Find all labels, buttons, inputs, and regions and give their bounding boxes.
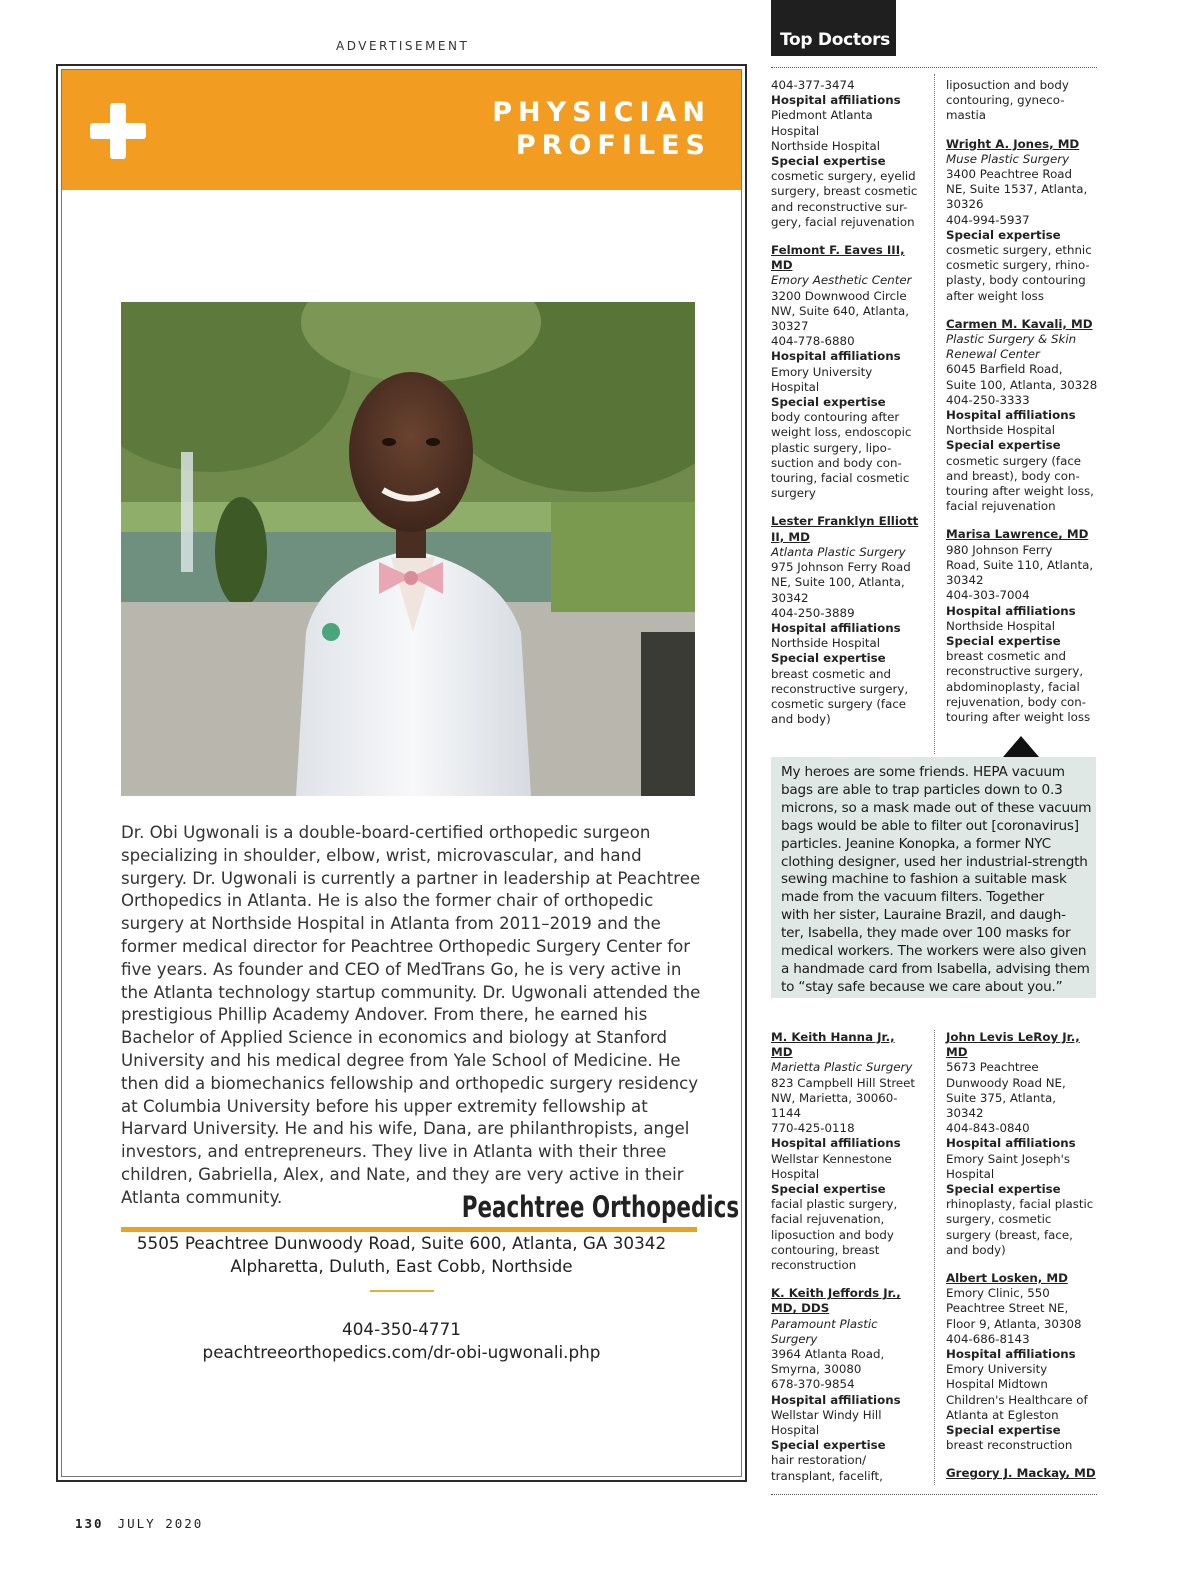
listing-line: 404-250-3889 (771, 605, 855, 620)
ad-header-banner (62, 70, 741, 190)
doctor-listing-name: Felmont F. Eaves III, (771, 243, 905, 258)
listing-gap (946, 1258, 1101, 1271)
listing-line: surgery, breast cosmetic (771, 184, 918, 199)
listing-line: Hospital affiliations (946, 1347, 1076, 1362)
listing-line: weight loss, endoscopic (771, 425, 912, 440)
listing-line: Hospital (771, 1423, 820, 1438)
listing-line: Emory University (771, 364, 873, 379)
quote-line: made from the vacuum filters. Together (781, 889, 1045, 906)
listing-line: Special expertise (771, 1182, 886, 1197)
listing-gap (771, 1273, 931, 1286)
listing-gap (946, 304, 1101, 317)
listing-line: NW, Marietta, 30060- (771, 1090, 898, 1105)
doctor-listing-name: Gregory J. Mackay, MD (946, 1466, 1096, 1481)
listing-line: breast reconstruction (946, 1438, 1073, 1453)
listing-line: Surgery (771, 1331, 818, 1346)
listing-line: Renewal Center (946, 347, 1040, 362)
practice-name: Peachtree Orthopedics (461, 1190, 739, 1224)
listing-line: Peachtree Street NE, (946, 1301, 1069, 1316)
listing-gap (771, 501, 931, 514)
listing-line: breast cosmetic and (946, 649, 1067, 664)
practice-url[interactable]: peachtreeorthopedics.com/dr-obi-ugwonali.php (202, 1342, 601, 1362)
listing-line: reconstruction (771, 1258, 857, 1273)
listing-line: Dunwoody Road NE, (946, 1075, 1066, 1090)
listing-line: touring after weight loss, (946, 484, 1094, 499)
plus-icon (90, 103, 146, 159)
doctor-listing-name: Lester Franklyn Elliott (771, 514, 919, 529)
listing-line: touring after weight loss (946, 709, 1091, 724)
short-divider (370, 1290, 434, 1292)
doctor-photo (121, 302, 695, 796)
listing-line: touring, facial cosmetic (771, 471, 910, 486)
listing-line: Suite 100, Atlanta, 30328 (946, 377, 1098, 392)
listing-line: 770-425-0118 (771, 1121, 855, 1136)
doctor-listing-name: Wright A. Jones, MD (946, 136, 1080, 151)
listing-line: Children's Healthcare of (946, 1392, 1088, 1407)
listing-line: rejuvenation, body con- (946, 694, 1087, 709)
listing-line: Hospital (946, 1166, 995, 1181)
listing-line: liposuction and body (771, 1227, 894, 1242)
listing-line: 30342 (946, 1106, 984, 1121)
listing-line: after weight loss (946, 288, 1044, 303)
listing-line: Wellstar Windy Hill (771, 1407, 882, 1422)
listing-column-bottom-left (771, 1030, 931, 1484)
listing-line: and reconstructive sur- (771, 199, 908, 214)
doctor-listing-name: Carmen M. Kavali, MD (946, 316, 1093, 331)
doctor-listing-name: K. Keith Jeffords Jr., (771, 1286, 901, 1301)
listing-line: Atlanta at Egleston (946, 1407, 1059, 1422)
doctor-listing-name: John Levis LeRoy Jr., (946, 1030, 1080, 1044)
listing-line: Special expertise (771, 395, 886, 410)
listing-line: Special expertise (946, 1423, 1061, 1438)
listing-line: reconstructive surgery, (771, 681, 909, 696)
listing-line: Suite 375, Atlanta, (946, 1090, 1056, 1105)
listing-column-top-left (771, 78, 931, 727)
listing-line: NW, Suite 640, Atlanta, (771, 303, 909, 318)
listing-line: 823 Campbell Hill Street (771, 1075, 916, 1090)
listing-line: surgery (breast, face, (946, 1227, 1073, 1242)
listing-line: cosmetic surgery, rhino- (946, 258, 1090, 273)
listing-line: transplant, facelift, (771, 1468, 883, 1483)
listing-line: Northside Hospital (946, 618, 1056, 633)
header-line-2: PROFILES (515, 130, 711, 161)
doctor-listing-name: II, MD (771, 529, 810, 544)
practice-phone: 404-350-4771 (342, 1319, 461, 1339)
listing-line: Hospital affiliations (771, 93, 901, 108)
listing-line: Emory Saint Joseph's (946, 1151, 1071, 1166)
listing-line: gery, facial rejuvenation (771, 214, 915, 229)
listing-line: Hospital Midtown (946, 1377, 1048, 1392)
doctor-listing-name: Albert Losken, MD (946, 1271, 1068, 1286)
listing-line: cosmetic surgery (face (771, 696, 907, 711)
listing-line: and breast), body con- (946, 468, 1080, 483)
ad-header-title (492, 96, 711, 162)
listing-line: Marietta Plastic Surgery (771, 1060, 913, 1075)
listing-line: 975 Johnson Ferry Road (771, 560, 911, 575)
quote-line: sewing machine to fashion a suitable mask (781, 871, 1067, 888)
listing-line: 980 Johnson Ferry (946, 542, 1053, 557)
listing-line: Special expertise (946, 438, 1061, 453)
doctor-listing-name: MD (771, 1045, 793, 1060)
doctor-listing-name: MD (771, 258, 793, 273)
listing-line: 6045 Barfield Road, (946, 362, 1063, 377)
listing-gap (946, 1453, 1101, 1466)
listing-line: facial rejuvenation, (771, 1212, 885, 1227)
listing-line: 30327 (771, 319, 809, 334)
listing-line: 30342 (771, 590, 809, 605)
listing-line: Wellstar Kennestone (771, 1151, 892, 1166)
listing-line: Hospital (771, 123, 820, 138)
listing-line: 404-686-8143 (946, 1331, 1030, 1346)
listing-line: Emory Clinic, 550 (946, 1286, 1050, 1301)
listing-line: Hospital (771, 379, 820, 394)
listing-line: Northside Hospital (946, 423, 1056, 438)
section-tab: Top Doctors (771, 0, 896, 56)
listing-line: 3200 Downwood Circle (771, 288, 907, 303)
quote-line: bags would be able to filter out [coronavirus] (781, 817, 1079, 834)
listing-line: contouring, gyneco- (946, 93, 1065, 108)
doctor-listing-name: MD, DDS (771, 1301, 830, 1316)
pull-quote-box (771, 757, 1096, 998)
listing-line: plasty, body contouring (946, 273, 1086, 288)
listing-line: 404-303-7004 (946, 588, 1030, 603)
listing-line: Hospital (771, 1166, 820, 1181)
top-dotted-rule (771, 67, 1097, 68)
listing-line: Road, Suite 110, Atlanta, (946, 557, 1094, 572)
listing-line: Paramount Plastic (771, 1316, 878, 1331)
listing-line: Special expertise (771, 1438, 886, 1453)
listing-line: liposuction and body (946, 78, 1069, 92)
listing-line: 404-994-5937 (946, 212, 1030, 227)
bottom-dotted-rule (771, 1494, 1097, 1495)
column-divider-top (934, 74, 935, 754)
practice-address-block (56, 1232, 747, 1278)
listing-line: surgery (771, 486, 816, 501)
page-number: 130 (75, 1516, 104, 1531)
listing-line: NE, Suite 1537, Atlanta, (946, 182, 1088, 197)
listing-line: Piedmont Atlanta (771, 108, 873, 123)
quote-line: bags are able to trap particles down to 0.3 (781, 781, 1063, 798)
listing-line: Northside Hospital (771, 636, 881, 651)
listing-line: cosmetic surgery, eyelid (771, 169, 916, 184)
quote-line: My heroes are some friends. HEPA vacuum (781, 764, 1065, 780)
listing-line: 404-778-6880 (771, 334, 855, 349)
issue-date: JULY 2020 (117, 1516, 204, 1531)
listing-line: cosmetic surgery (face (946, 453, 1082, 468)
listing-line: Atlanta Plastic Surgery (771, 544, 906, 559)
listing-line: and body) (771, 712, 831, 727)
listing-line: 5673 Peachtree (946, 1060, 1039, 1075)
listing-line: 3400 Peachtree Road (946, 167, 1072, 182)
listing-line: Special expertise (771, 154, 886, 169)
listing-line: facial plastic surgery, (771, 1197, 898, 1212)
listing-line: mastia (946, 108, 986, 123)
listing-line: 3964 Atlanta Road, (771, 1347, 885, 1362)
listing-gap (946, 514, 1101, 527)
quote-line: a handmade card from Isabella, advising them (781, 960, 1090, 977)
doctor-listing-name: Marisa Lawrence, MD (946, 527, 1089, 542)
quote-line: medical workers. The workers were also given (781, 943, 1087, 960)
listing-line: breast cosmetic and (771, 666, 892, 681)
listing-line: 1144 (771, 1106, 802, 1121)
advertisement-label: ADVERTISEMENT (336, 39, 470, 53)
listing-line: NE, Suite 100, Atlanta, (771, 575, 905, 590)
listing-line: 30326 (946, 197, 984, 212)
triangle-arrow-icon (1003, 736, 1039, 757)
listing-line: surgery, cosmetic (946, 1212, 1052, 1227)
listing-line: Special expertise (946, 227, 1061, 242)
doctor-listing-name: M. Keith Hanna Jr., (771, 1030, 895, 1044)
doctor-portrait-image (121, 302, 695, 796)
listing-line: hair restoration/ (771, 1453, 867, 1468)
listing-line: suction and body con- (771, 455, 902, 470)
listing-line: cosmetic surgery, ethnic (946, 243, 1092, 258)
listing-line: Hospital affiliations (946, 603, 1076, 618)
listing-line: Smyrna, 30080 (771, 1362, 862, 1377)
listing-line: and body) (946, 1242, 1006, 1257)
listing-line: 678-370-9854 (771, 1377, 855, 1392)
listing-line: abdominoplasty, facial (946, 679, 1080, 694)
listing-line: Hospital affiliations (771, 1136, 901, 1151)
listing-line: Northside Hospital (771, 138, 881, 153)
doctor-bio: Dr. Obi Ugwonali is a double-board-certified orthopedic surgeon specializing in shoulder, elbow, wrist, microvascular, and hand surgery. Dr. Ugwonali is currently a partner in leadership at Peachtree Orthopedics in Atlanta. He is also the former chair of orthopedic surgery at Northside Hospital in Atlanta from 2011–2019 and the former medical director for Peachtree Orthopedic Surgery Center for five years. As founder and CEO of MedTrans Go, he is very active in the Atlanta technology startup community. Dr. Ugwonali attended the prestigious Phillip Academy Andover. From there, he earned his Bachelor of Applied Science in economics and biology at Stanford University and his medical degree from Yale School of Medicine. He then did a biomechanics fellowship and orthopedic surgery residency at Columbia University before his upper extremity fellowship at Harvard University. He and his wife, Dana, are philanthropists, angel investors, and entrepreneurs. They live in Atlanta with their three children, Gabriella, Alex, and Nate, and they are very active in their Atlanta community. (121, 823, 701, 1207)
quote-line: clothing designer, used her industrial-strength (781, 853, 1088, 870)
listing-gap (946, 124, 1101, 137)
listing-line: 404-377-3474 (771, 78, 855, 92)
listing-line: 404-250-3333 (946, 392, 1030, 407)
listing-line: 30342 (946, 573, 984, 588)
practice-address: 5505 Peachtree Dunwoody Road, Suite 600, Atlanta, GA 30342 (136, 1233, 667, 1253)
page-footer (75, 1516, 203, 1531)
listing-line: Emory Aesthetic Center (771, 273, 912, 288)
listing-line: Hospital affiliations (771, 349, 901, 364)
listing-line: Floor 9, Atlanta, 30308 (946, 1316, 1082, 1331)
listing-line: Special expertise (771, 651, 886, 666)
quote-line: with her sister, Lauraine Brazil, and daugh- (781, 907, 1066, 924)
listing-gap (771, 230, 931, 243)
doctor-listing-name: MD (946, 1045, 968, 1060)
listing-line: rhinoplasty, facial plastic (946, 1197, 1094, 1212)
quote-line: ter, Isabella, they made over 100 masks for (781, 925, 1071, 942)
listing-line: body contouring after (771, 410, 900, 425)
listing-line: Special expertise (946, 633, 1061, 648)
header-line-1: PHYSICIAN (492, 97, 711, 128)
quote-line: particles. Jeanine Konopka, a former NYC (781, 835, 1051, 852)
quote-line: microns, so a mask made out of these vacuum (781, 799, 1092, 816)
practice-locations: Alpharetta, Duluth, East Cobb, Northside (230, 1256, 573, 1276)
listing-line: reconstructive surgery, (946, 664, 1084, 679)
listing-line: plastic surgery, lipo- (771, 440, 892, 455)
listing-line: Emory University (946, 1362, 1048, 1377)
listing-line: contouring, breast (771, 1242, 880, 1257)
listing-line: Hospital affiliations (771, 620, 901, 635)
listing-line: Muse Plastic Surgery (946, 151, 1070, 166)
listing-line: 404-843-0840 (946, 1121, 1030, 1136)
practice-contact-block (56, 1318, 747, 1364)
quote-line: to “stay safe because we care about you.” (781, 978, 1063, 995)
listing-line: Hospital affiliations (946, 408, 1076, 423)
listing-column-top-right (946, 78, 1101, 725)
column-divider-bottom (934, 1030, 935, 1485)
listing-line: Hospital affiliations (946, 1136, 1076, 1151)
listing-column-bottom-right (946, 1030, 1101, 1482)
listing-line: Hospital affiliations (771, 1392, 901, 1407)
listing-line: facial rejuvenation (946, 499, 1056, 514)
listing-line: Special expertise (946, 1182, 1061, 1197)
listing-line: Plastic Surgery & Skin (946, 332, 1077, 347)
